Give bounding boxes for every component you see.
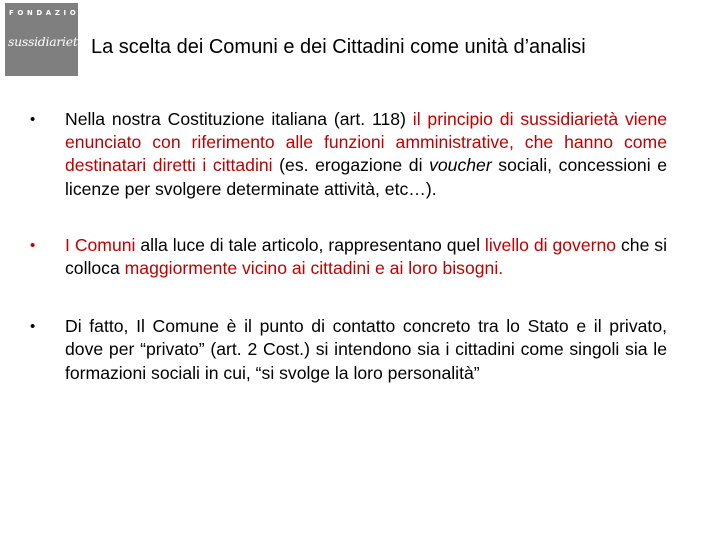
italic-text: voucher	[429, 155, 492, 176]
bullet-item-costituzione	[30, 108, 667, 201]
bullet-item-comune	[30, 315, 667, 385]
highlighted-text: I Comuni	[65, 234, 136, 255]
bullet-text	[65, 234, 667, 280]
bullet-text: Di fatto, Il Comune è il punto di contatto concreto tra lo Stato e il privato, dove per “privato” (art. 2 Cost.) si intendono sia i cittadini come singoli sia le formazioni sociali in cui, “si svolge la loro personalità”	[65, 316, 667, 383]
text-segment: alla luce di tale articolo, rappresentano quel	[135, 234, 485, 255]
logo-main-text: sussidiarietà	[8, 34, 85, 49]
text-segment: che si colloca	[65, 234, 667, 279]
slide-title: La scelta dei Comuni e dei Cittadini come unità d’analisi	[91, 36, 586, 58]
bullet-marker: •	[30, 111, 36, 128]
bullet-text	[65, 108, 667, 201]
bullet-marker: •	[30, 236, 36, 254]
text-segment: Nella nostra Costituzione italiana (art. 118)	[65, 109, 413, 129]
fondazione-sussidiarieta-logo	[5, 3, 98, 76]
highlighted-text: maggiormente vicino ai cittadini e ai loro bisogni.	[124, 258, 504, 279]
highlighted-text: livello di governo	[484, 234, 617, 255]
highlighted-text: il principio di sussidiarietà viene enunciato con riferimento alle funzioni amministrative, che hanno come destinatari diretti i cittadini	[65, 109, 668, 176]
bullet-list	[30, 108, 667, 385]
text-segment: sociali, concessioni e licenze per svolgere determinate attività, etc…).	[65, 155, 667, 199]
bullet-marker: •	[30, 318, 36, 336]
logo-top-text: FONDAZIONE	[9, 9, 98, 17]
bullet-item-comuni	[30, 234, 667, 280]
text-segment: (es. erogazione di	[272, 155, 430, 176]
